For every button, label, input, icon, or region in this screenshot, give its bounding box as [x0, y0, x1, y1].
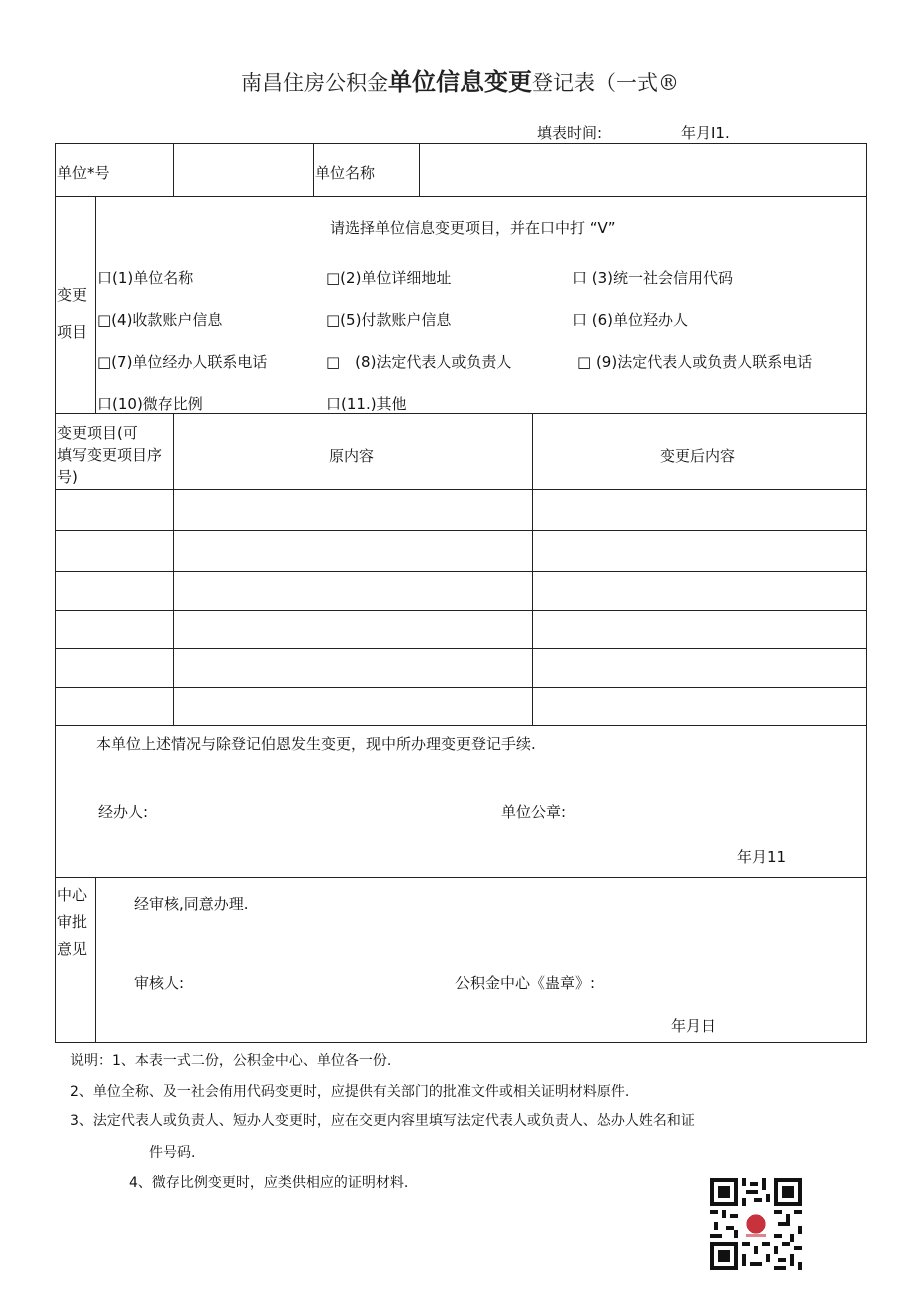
table-row[interactable]: [56, 572, 866, 610]
change-items-label-line2: 项目: [57, 323, 88, 341]
option-handler-phone[interactable]: □(7)单位经办人联系电话: [97, 353, 268, 371]
approval-label-line2: 审批: [57, 913, 88, 931]
table-row[interactable]: [56, 531, 866, 571]
unit-seal-label: 单位公章:: [501, 803, 567, 821]
approval-label-line3: 意见: [57, 940, 88, 958]
reviewer-label: 审核人:: [134, 974, 185, 992]
table-row[interactable]: [56, 688, 866, 725]
note-4: 4、微存比例变更时，应类供相应的证明材料.: [129, 1175, 409, 1191]
option-deposit-ratio[interactable]: 口(10)微存比例: [97, 395, 203, 413]
option-unit-name[interactable]: 口(1)单位名称: [97, 269, 194, 287]
qr-code-icon: [710, 1178, 802, 1270]
option-unit-address[interactable]: □(2)单位详细地址: [326, 269, 452, 287]
note-2: 2、单位全称、及一社会侑用代码变更时，应提供有关部门的批准文件或相关证明材料原件.: [70, 1084, 630, 1100]
option-credit-code[interactable]: 口 (3)统一社会信用代码: [572, 269, 734, 287]
change-items-label-line1: 变更: [57, 286, 88, 304]
fill-time-date: 年月I1.: [681, 124, 730, 142]
original-content-header: 原内容: [329, 447, 375, 465]
title-part3: 登记表（一式®: [532, 71, 679, 95]
table-row[interactable]: [56, 490, 866, 530]
form-title: [0, 62, 920, 97]
unit-number-label: 单位*号: [57, 164, 110, 182]
option-legal-representative[interactable]: □ (8)法定代表人或负责人: [326, 353, 512, 371]
declaration-date: 年月11: [737, 848, 787, 866]
changed-content-header: 变更后内容: [660, 447, 736, 465]
unit-name-label: 单位名称: [315, 164, 376, 182]
option-paying-account[interactable]: □(5)付款账户信息: [326, 311, 452, 329]
handler-label: 经办人:: [98, 803, 149, 821]
unit-name-field[interactable]: [421, 145, 865, 195]
option-receiving-account[interactable]: □(4)收款账户信息: [97, 311, 223, 329]
col1-header-line3: 号): [57, 468, 78, 486]
option-representative-phone[interactable]: □ (9)法定代表人或负责人联系电话: [577, 353, 813, 371]
table-row[interactable]: [56, 611, 866, 648]
change-items-instruction: 请选择单位信息变更项目，并在口中打 “V”: [330, 219, 616, 237]
option-other[interactable]: 口(11.)其他: [326, 395, 407, 413]
unit-number-field[interactable]: [175, 145, 311, 195]
declaration-statement: 本单位上述情况与除登记伯恩发生变更，现中所办理变更登记手续.: [96, 735, 536, 753]
col1-header-line2: 填写变更项目序: [57, 446, 163, 464]
title-part1: 南昌住房公积金: [241, 71, 388, 95]
center-seal-label: 公积金中心《蛊章》:: [455, 974, 596, 992]
note-1: 说明：1、本表一式二份，公积金中心、单位各一份.: [70, 1053, 392, 1069]
approval-text: 经审核,同意办理.: [134, 895, 249, 913]
approval-date: 年月日: [671, 1017, 717, 1035]
note-3: 3、法定代表人或负责人、短办人变更时，应在交更内容里填写法定代表人或负责人、怂办人姓名和证: [70, 1113, 695, 1129]
approval-label-line1: 中心: [57, 886, 88, 904]
fill-time-label: 填表时间:: [537, 124, 603, 142]
title-part2: 单位信息变更: [388, 68, 532, 96]
note-3-continued: 件号码.: [149, 1145, 196, 1161]
col1-header-line1: 变更项目(可: [57, 424, 138, 442]
option-unit-handler[interactable]: 口 (6)单位羟办人: [572, 311, 689, 329]
table-row[interactable]: [56, 649, 866, 687]
